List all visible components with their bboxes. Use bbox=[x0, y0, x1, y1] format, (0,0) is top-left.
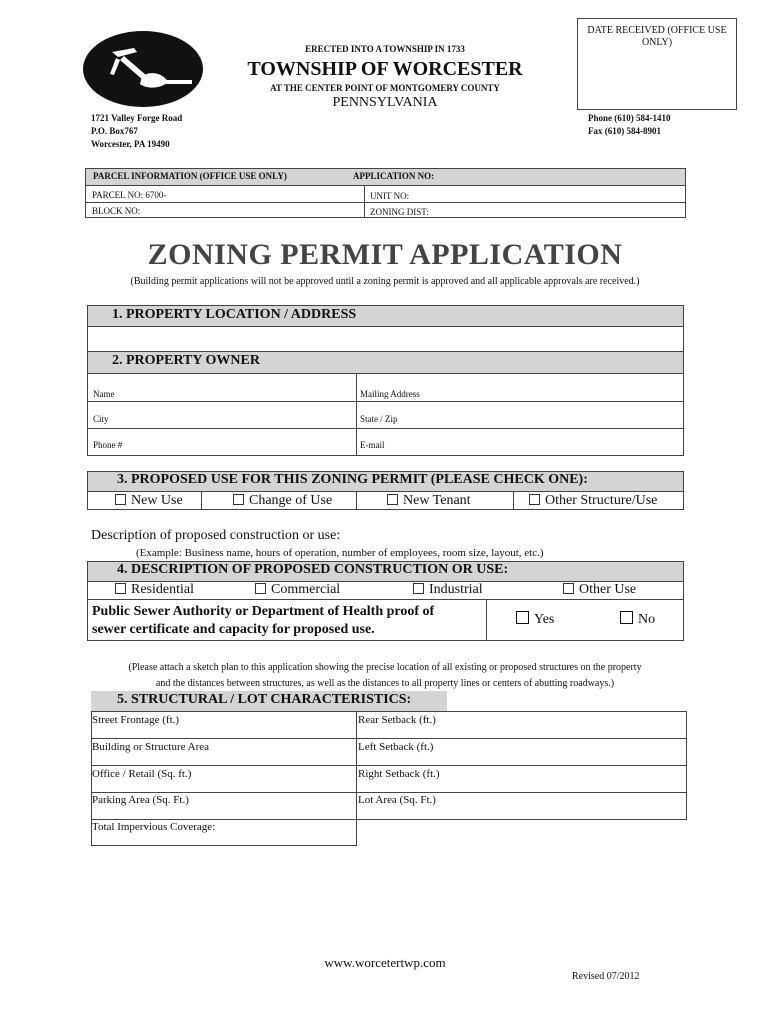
option-new-use-label: New Use bbox=[131, 493, 183, 508]
phone-text: Phone (610) 584-1410 bbox=[588, 113, 671, 123]
option-commercial-label: Commercial bbox=[271, 582, 341, 597]
option-industrial[interactable] bbox=[413, 582, 483, 598]
description-label: Description of proposed construction or use: bbox=[91, 528, 341, 543]
parking-area-field[interactable]: Parking Area (Sq. Ft.) bbox=[92, 794, 189, 806]
option-residential-label: Residential bbox=[131, 582, 194, 597]
building-area-field[interactable]: Building or Structure Area bbox=[92, 741, 210, 753]
property-address-input[interactable] bbox=[89, 328, 682, 350]
block-no-field[interactable]: BLOCK NO: bbox=[92, 206, 141, 216]
option-other-use[interactable] bbox=[563, 582, 636, 598]
checkbox-icon bbox=[387, 494, 398, 505]
lot-area-field[interactable]: Lot Area (Sq. Ft.) bbox=[358, 794, 436, 806]
date-received-box[interactable] bbox=[577, 18, 737, 110]
state-text: PENNSYLVANIA bbox=[332, 95, 438, 110]
address-block bbox=[91, 112, 182, 151]
sewer-yes-option[interactable] bbox=[516, 612, 554, 628]
sketch-note bbox=[60, 660, 710, 692]
section4-heading: 4. DESCRIPTION OF PROPOSED CONSTRUCTION OR USE: bbox=[117, 562, 509, 577]
option-new-tenant-label: New Tenant bbox=[403, 493, 471, 508]
section2-heading: 2. PROPERTY OWNER bbox=[112, 353, 260, 368]
option-other-structure[interactable] bbox=[529, 493, 657, 509]
center-point-text: AT THE CENTER POINT OF MONTGOMERY COUNTY bbox=[270, 83, 500, 93]
street-frontage-field[interactable]: Street Frontage (ft.) bbox=[92, 714, 180, 726]
address-line2: P.O. Box767 bbox=[91, 126, 138, 136]
township-title: TOWNSHIP OF WORCESTER bbox=[247, 58, 523, 80]
address-line1: 1721 Valley Forge Road bbox=[91, 113, 183, 123]
sewer-no-label: No bbox=[638, 612, 656, 627]
unit-no-field[interactable]: UNIT NO: bbox=[370, 191, 410, 201]
option-change-of-use-label: Change of Use bbox=[249, 493, 333, 508]
checkbox-icon bbox=[233, 494, 244, 505]
revised-date: Revised 07/2012 bbox=[572, 971, 640, 982]
section5-heading: 5. STRUCTURAL / LOT CHARACTERISTICS: bbox=[117, 692, 412, 707]
office-retail-field[interactable]: Office / Retail (Sq. ft.) bbox=[92, 768, 192, 780]
description-example: (Example: Business name, hours of operation, number of employees, room size, layout, etc.) bbox=[136, 547, 544, 559]
owner-state-zip-field[interactable]: State / Zip bbox=[360, 414, 398, 424]
checkbox-icon bbox=[620, 611, 633, 624]
checkbox-icon bbox=[115, 494, 126, 505]
sewer-line1: Public Sewer Authority or Department of Health proof of bbox=[92, 604, 435, 619]
owner-city-field[interactable]: City bbox=[93, 414, 109, 424]
parcel-no-field[interactable]: PARCEL NO: 6700- bbox=[92, 190, 167, 200]
section1-heading: 1. PROPERTY LOCATION / ADDRESS bbox=[112, 307, 357, 322]
sketch-note-line2: and the distances between structures, as well as the distances to all property lines or centers of abutting roadways.) bbox=[155, 678, 615, 689]
address-line3: Worcester, PA 19490 bbox=[91, 139, 170, 149]
option-change-of-use[interactable] bbox=[233, 493, 332, 509]
owner-name-field[interactable]: Name bbox=[93, 389, 115, 399]
option-other-use-label: Other Use bbox=[579, 582, 637, 597]
rear-setback-field[interactable]: Rear Setback (ft.) bbox=[358, 714, 436, 726]
parcel-heading: PARCEL INFORMATION (OFFICE USE ONLY) bbox=[93, 171, 287, 181]
section3-heading: 3. PROPOSED USE FOR THIS ZONING PERMIT (PLEASE CHECK ONE): bbox=[117, 472, 588, 487]
website-link[interactable]: www.worcetertwp.com bbox=[324, 955, 446, 970]
checkbox-icon bbox=[529, 494, 540, 505]
sewer-proof-text bbox=[92, 603, 434, 639]
application-no-label: APPLICATION NO: bbox=[353, 171, 435, 181]
erected-text: ERECTED INTO A TOWNSHIP IN 1733 bbox=[305, 44, 465, 54]
checkbox-icon bbox=[516, 611, 529, 624]
option-other-structure-label: Other Structure/Use bbox=[545, 493, 658, 508]
option-industrial-label: Industrial bbox=[429, 582, 483, 597]
sewer-no-option[interactable] bbox=[620, 612, 655, 628]
sewer-line2: sewer certificate and capacity for proposed use. bbox=[92, 622, 375, 637]
checkbox-icon bbox=[563, 583, 574, 594]
owner-email-field[interactable]: E-mail bbox=[360, 440, 385, 450]
option-new-use[interactable] bbox=[115, 493, 183, 509]
contact-block bbox=[588, 112, 671, 138]
impervious-coverage-field[interactable]: Total Impervious Coverage: bbox=[92, 821, 216, 833]
date-received-label: DATE RECEIVED (OFFICE USE ONLY) bbox=[587, 25, 727, 48]
sketch-note-line1: (Please attach a sketch plan to this application showing the precise location of all existing or proposed structures on the property bbox=[128, 662, 642, 673]
checkbox-icon bbox=[413, 583, 424, 594]
checkbox-icon bbox=[255, 583, 266, 594]
sewer-yes-label: Yes bbox=[534, 612, 555, 627]
township-logo bbox=[82, 30, 204, 108]
option-new-tenant[interactable] bbox=[387, 493, 471, 509]
owner-phone-field[interactable]: Phone # bbox=[93, 440, 123, 450]
page-title: ZONING PERMIT APPLICATION bbox=[147, 238, 623, 271]
owner-mailing-field[interactable]: Mailing Address bbox=[360, 389, 420, 399]
option-residential[interactable] bbox=[115, 582, 194, 598]
right-setback-field[interactable]: Right Setback (ft.) bbox=[358, 768, 440, 780]
fax-text: Fax (610) 584-8901 bbox=[588, 126, 661, 136]
zoning-dist-field[interactable]: ZONING DIST: bbox=[370, 207, 429, 217]
left-setback-field[interactable]: Left Setback (ft.) bbox=[358, 741, 434, 753]
checkbox-icon bbox=[115, 583, 126, 594]
option-commercial[interactable] bbox=[255, 582, 340, 598]
page-subtitle: (Building permit applications will not be approved until a zoning permit is approved and all applicable approvals are received.) bbox=[130, 276, 640, 287]
